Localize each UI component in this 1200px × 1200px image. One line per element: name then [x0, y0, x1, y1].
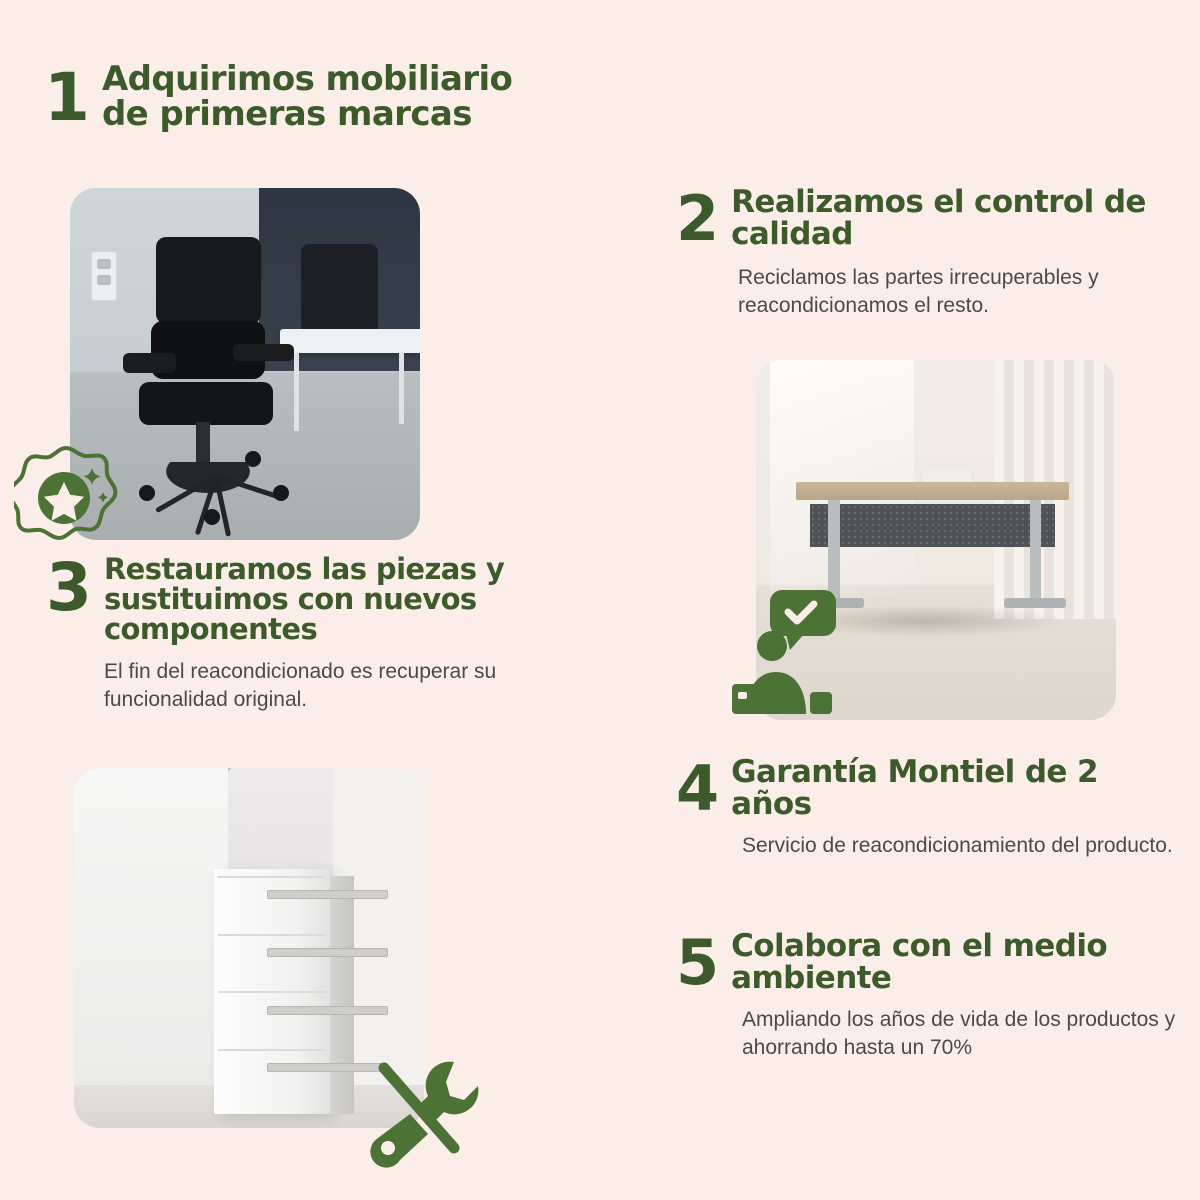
chair-armrest-left [123, 353, 176, 373]
background-desk-leg-right [399, 353, 404, 423]
step-1-title: Adquirimos mobiliario de primeras marcas [101, 59, 513, 135]
step-4 [676, 752, 1176, 860]
step-5-body: Ampliando los años de vida de los productos y ahorrando hasta un 70% [742, 1008, 1176, 1060]
cabinet-handle-2 [267, 948, 388, 957]
desk-modesty-panel [810, 504, 1055, 547]
wall-switch [91, 251, 117, 301]
step-3-number: 3 [46, 549, 90, 626]
step-1-image [70, 188, 420, 540]
chair-seat [139, 382, 273, 425]
office-chair [119, 237, 322, 526]
chair-armrest-right [233, 344, 294, 361]
step-5-header [676, 926, 1176, 999]
step-5-title: Colabora con el medio ambiente [731, 928, 1108, 997]
chair-caster-3 [204, 509, 220, 525]
cabinet-drawer-2 [218, 934, 327, 990]
cabinet-handle-3 [267, 1006, 388, 1015]
filing-cabinet-side [330, 876, 355, 1114]
step-3-header [46, 549, 546, 647]
step-5 [676, 926, 1176, 1062]
step-1 [44, 59, 564, 136]
desk-leg-right [1030, 500, 1042, 604]
tools-badge [358, 1046, 488, 1170]
step-3-body: El fin del reacondicionado es recuperar su funcionalidad original. [104, 660, 497, 712]
desk-foot-right [1004, 598, 1065, 609]
chair-gas-cylinder [196, 422, 210, 468]
step-4-title: Garantía Montiel de 2 años [731, 754, 1099, 823]
step-5-number: 5 [676, 926, 718, 999]
quality-check-badge [724, 588, 840, 720]
step-2-body: Reciclamos las partes irrecuperables y reacondicionamos el resto. [738, 266, 1099, 318]
marble-wall-left [74, 768, 228, 1128]
cabinet-drawer-4 [218, 1049, 327, 1105]
window-light [770, 360, 914, 598]
chair-caster-4 [245, 451, 261, 467]
step-1-header [44, 59, 564, 136]
cabinet-handle-1 [267, 890, 388, 899]
step-2-title: Realizamos el control de calidad [731, 184, 1146, 253]
step-2-header [676, 182, 1176, 255]
cabinet-drawer-1 [218, 876, 327, 932]
step-4-body: Servicio de reacondicionamiento del producto. [742, 834, 1173, 858]
chair-backrest [156, 237, 262, 324]
step-3-title: Restauramos las piezas y sustituimos con nuevos componentes [103, 552, 505, 647]
step-4-number: 4 [676, 752, 718, 825]
step-2 [676, 182, 1176, 320]
step-4-header [676, 752, 1176, 825]
step-1-number: 1 [44, 59, 88, 136]
step-3 [46, 549, 546, 714]
step-2-number: 2 [676, 182, 718, 255]
cabinet-drawer-3 [218, 991, 327, 1047]
desk-tabletop [796, 482, 1070, 500]
eco-star-badge [14, 444, 118, 548]
chair-caster-1 [273, 485, 289, 501]
